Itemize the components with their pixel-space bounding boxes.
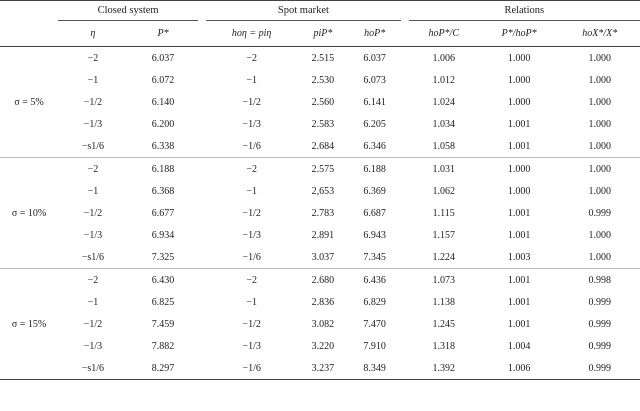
header-row-groups [0,1,640,21]
header-group-spot-market: Spot market [206,1,400,21]
cell-x-star-ratio: 1.000 [588,96,611,108]
sigma-label: σ = 5% [14,96,44,108]
sigma-label-empty [0,291,58,313]
header-gap [198,1,206,21]
cell-ho-p-star: 8.349 [363,362,386,374]
column-gap [198,335,206,357]
cell-x-star-ratio: 0.998 [559,269,640,292]
cell-ho-eta: −2 [206,269,297,292]
cell-p-star: 7.459 [151,318,175,330]
cell-p-star: 7.325 [151,251,175,263]
cell-eta: −1/2 [83,318,103,330]
cell-p-star-ratio: 1.001 [507,229,531,241]
cell-ho-p-star: 6.141 [363,96,386,108]
sigma-label-empty [0,69,58,91]
cell-p-star: 6.188 [128,158,198,181]
cell-x-star-ratio: 1.000 [588,185,611,197]
table-row [0,313,640,335]
column-gap [198,291,206,313]
cell-p-star-ratio: 1.006 [507,362,531,374]
column-gap [401,291,409,313]
sigma-label-empty [0,357,58,380]
cell-eta: −1/3 [83,229,103,241]
column-gap [198,313,206,335]
column-gap [401,357,409,380]
sigma-label-empty [0,224,58,246]
column-gap [198,113,206,135]
sigma-label-empty [0,47,58,70]
table-row [0,135,640,158]
cell-eta: −1/3 [83,118,103,130]
cell-ho-p-star-over-c: 1.224 [432,251,455,263]
cell-ho-eta: −1/3 [242,229,261,241]
cell-ho-p-star: 6.687 [363,207,386,219]
cell-p-star-ratio: 1.003 [507,251,531,263]
cell-pi-p-star: 2.684 [311,140,335,152]
cell-ho-p-star: 6.188 [349,158,401,181]
column-gap [401,158,409,181]
cell-p-star: 6.200 [151,118,175,130]
cell-eta: −1 [87,296,99,308]
header-row-columns [0,21,640,47]
cell-ho-p-star: 6.073 [363,74,386,86]
sigma-label-empty [0,158,58,181]
cell-ho-p-star-over-c: 1.058 [432,140,455,152]
col-header-p-star-ratio: P*/hoP* [501,28,537,39]
sigma-label-empty [0,335,58,357]
table-row [0,269,640,292]
column-gap [401,224,409,246]
cell-ho-p-star: 6.346 [363,140,386,152]
table-header [0,1,640,47]
cell-pi-p-star: 2.583 [311,118,335,130]
cell-p-star-ratio: 1.000 [507,185,531,197]
column-gap [401,135,409,158]
cell-ho-eta: −1 [246,185,257,197]
column-gap [198,135,206,158]
cell-ho-p-star: 6.436 [349,269,401,292]
cell-ho-p-star-over-c: 1.392 [432,362,455,374]
column-gap [401,69,409,91]
cell-p-star-ratio: 1.001 [507,118,531,130]
column-gap [198,246,206,269]
column-gap [401,47,409,70]
cell-ho-p-star: 6.205 [363,118,386,130]
cell-ho-p-star: 7.345 [363,251,386,263]
cell-pi-p-star: 2.836 [311,296,335,308]
table-row [0,158,640,181]
sigma-label-empty [0,180,58,202]
cell-p-star-ratio: 1.001 [507,318,531,330]
column-gap [401,202,409,224]
column-gap [198,47,206,70]
cell-ho-p-star: 6.037 [363,52,386,64]
col-header-ho-p-star-over-c: hoP*/C [428,28,459,39]
cell-p-star: 6.037 [151,52,175,64]
cell-ho-p-star: 6.829 [363,296,386,308]
cell-x-star-ratio: 0.999 [588,318,611,330]
table-row [0,246,640,269]
cell-p-star-ratio: 1.000 [507,96,531,108]
sigma-label-empty [0,246,58,269]
cell-p-star: 6.072 [151,74,175,86]
cell-x-star-ratio: 1.000 [588,140,611,152]
table-row [0,113,640,135]
column-gap [401,313,409,335]
cell-eta: −1 [87,185,99,197]
cell-ho-eta: −1/6 [242,140,261,152]
cell-pi-p-star: 3.037 [311,251,335,263]
table-row [0,180,640,202]
column-gap [401,91,409,113]
column-gap [198,180,206,202]
cell-ho-p-star-over-c: 1.012 [432,74,455,86]
col-header-pi-p-star: piP* [313,28,333,39]
sigma-label-empty [0,113,58,135]
cell-p-star-ratio: 1.000 [479,158,560,181]
cell-eta: −s1/6 [81,251,105,263]
cell-x-star-ratio: 0.999 [588,296,611,308]
cell-eta: −1/2 [83,207,103,219]
cell-ho-eta: −2 [206,158,297,181]
cell-eta: −2 [58,269,128,292]
header-gap [401,1,409,21]
column-gap [198,202,206,224]
cell-x-star-ratio: 1.000 [559,158,640,181]
cell-x-star-ratio: 0.999 [588,207,611,219]
cell-p-star: 8.297 [151,362,175,374]
cell-x-star-ratio: 1.000 [588,118,611,130]
cell-ho-p-star-over-c: 1.073 [409,269,479,292]
cell-x-star-ratio: 1.000 [588,251,611,263]
cell-pi-p-star: 2.891 [311,229,335,241]
column-gap [401,335,409,357]
table-row [0,47,640,70]
column-gap [198,357,206,380]
cell-p-star-ratio: 1.001 [507,296,531,308]
cell-pi-p-star: 2.530 [311,74,335,86]
cell-ho-eta: −1/2 [242,207,261,219]
cell-p-star-ratio: 1.001 [507,207,531,219]
cell-eta: −2 [87,52,99,64]
cell-ho-p-star-over-c: 1.006 [432,52,455,64]
cell-p-star: 7.882 [151,340,175,352]
cell-ho-p-star-over-c: 1.318 [432,340,455,352]
cell-ho-p-star-over-c: 1.034 [432,118,455,130]
table-row [0,335,640,357]
table-row [0,357,640,380]
cell-x-star-ratio: 1.000 [588,74,611,86]
cell-p-star-ratio: 1.000 [507,52,531,64]
sigma-label-empty [0,269,58,292]
cell-ho-eta: −1/6 [242,362,261,374]
column-gap [198,224,206,246]
column-gap [401,269,409,292]
cell-pi-p-star: 2.680 [297,269,349,292]
cell-p-star: 6.934 [151,229,175,241]
cell-eta: −2 [58,158,128,181]
table-row [0,69,640,91]
cell-p-star: 6.338 [151,140,175,152]
cell-ho-eta: −1/2 [242,96,261,108]
table-row [0,202,640,224]
cell-x-star-ratio: 0.999 [588,362,611,374]
column-gap [198,269,206,292]
cell-ho-p-star: 7.470 [363,318,386,330]
cell-ho-p-star-over-c: 1.138 [432,296,455,308]
cell-ho-eta: −1 [246,74,257,86]
cell-x-star-ratio: 1.000 [588,229,611,241]
cell-pi-p-star: 2.575 [297,158,349,181]
column-gap [198,91,206,113]
cell-p-star: 6.825 [151,296,175,308]
cell-pi-p-star: 3.082 [311,318,335,330]
cell-p-star: 6.368 [151,185,175,197]
cell-p-star-ratio: 1.004 [507,340,531,352]
cell-ho-p-star-over-c: 1.024 [432,96,455,108]
cell-p-star-ratio: 1.001 [479,269,560,292]
header-blank [0,21,58,47]
col-header-eta: η [90,28,96,39]
cell-pi-p-star: 2.783 [311,207,335,219]
cell-eta: −1/3 [83,340,103,352]
table-body [0,47,640,380]
table-row [0,291,640,313]
cell-ho-p-star-over-c: 1.031 [409,158,479,181]
cell-ho-p-star-over-c: 1.062 [432,185,455,197]
col-header-ho-p-star: hoP* [364,28,386,39]
sigma-label: σ = 15% [11,318,47,330]
cell-pi-p-star: 2,653 [311,185,335,197]
cell-p-star: 6.140 [151,96,175,108]
cell-ho-p-star: 7.910 [363,340,386,352]
cell-eta: −s1/6 [81,140,105,152]
cell-ho-p-star: 6.369 [363,185,386,197]
cell-pi-p-star: 3.220 [311,340,335,352]
cell-eta: −s1/6 [81,362,105,374]
table-row [0,91,640,113]
cell-ho-p-star-over-c: 1.157 [432,229,455,241]
cell-eta: −1/2 [83,96,103,108]
column-gap [198,69,206,91]
column-gap [401,180,409,202]
col-header-ho-eta: hoη = piη [231,28,272,39]
header-gap [198,21,206,47]
cell-ho-eta: −1/3 [242,340,261,352]
cell-ho-p-star-over-c: 1.245 [432,318,455,330]
cell-p-star: 6.430 [128,269,198,292]
cell-ho-eta: −1/2 [242,318,261,330]
col-header-p-star: P* [157,28,169,39]
cell-ho-eta: −1 [246,296,257,308]
cell-p-star-ratio: 1.001 [507,140,531,152]
header-gap [401,21,409,47]
cell-ho-eta: −2 [246,52,257,64]
cell-x-star-ratio: 1.000 [588,52,611,64]
cell-ho-eta: −1/6 [242,251,261,263]
cell-eta: −1 [87,74,99,86]
cell-pi-p-star: 3.237 [311,362,335,374]
sigma-label-empty [0,135,58,158]
col-header-x-star-ratio: hoX*/X* [582,28,618,39]
cell-ho-eta: −1/3 [242,118,261,130]
header-group-relations: Relations [409,1,640,21]
cell-pi-p-star: 2.515 [311,52,335,64]
header-group-closed-system: Closed system [58,1,198,21]
column-gap [401,113,409,135]
table-row [0,224,640,246]
cell-p-star-ratio: 1.000 [507,74,531,86]
cell-pi-p-star: 2.560 [311,96,335,108]
column-gap [401,246,409,269]
cell-x-star-ratio: 0.999 [588,340,611,352]
cell-ho-p-star-over-c: 1.115 [432,207,455,219]
header-blank [0,1,58,21]
cell-ho-p-star: 6.943 [363,229,386,241]
column-gap [198,158,206,181]
cell-p-star: 6.677 [151,207,175,219]
sigma-label: σ = 10% [11,207,47,219]
